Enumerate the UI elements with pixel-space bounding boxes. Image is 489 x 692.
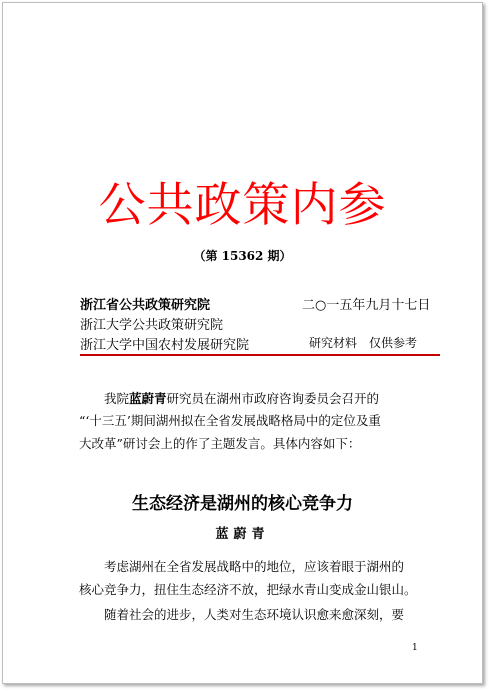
article-title: 生态经济是湖州的核心竞争力 (132, 494, 353, 514)
intro-text-pre: 我院 (104, 391, 130, 406)
reference-note: 研究材料 仅供参考 (309, 336, 418, 350)
intro-text-post: 研究员在湖州市政府咨询委员会召开的 (166, 391, 380, 406)
institution-2: 浙江大学公共政策研究院 (80, 318, 224, 333)
body-text-line: 核心竞争力，扭住生态经济不放，把绿水青山变成金山银山。 (79, 582, 417, 597)
institution-1: 浙江省公共政策研究院 (80, 298, 211, 313)
issue-number: （第 15362 期） (193, 249, 292, 263)
body-text-line: 考虑湖州在全省发展战略中的地位，应该着眼于湖州的 (104, 559, 405, 574)
header-divider (80, 354, 440, 356)
publish-date: 二○一五年九月十七日 (302, 298, 431, 313)
article-author: 蓝蔚青 (215, 527, 270, 542)
researcher-name: 蓝蔚青 (129, 391, 167, 406)
intro-paragraph-line-2: “‘十三五’期间湖州拟在全省发展战略格局中的定位及重 (79, 413, 381, 428)
intro-paragraph-line-3: 大改革”研讨会上的作了主题发言。具体内容如下： (79, 436, 361, 451)
report-banner-title: 公共政策内参 (98, 178, 387, 233)
intro-paragraph-line-1 (79, 389, 439, 409)
body-text-line: 随着社会的进步，人类对生态环境认识愈来愈深刻，要 (104, 607, 405, 622)
institution-3: 浙江大学中国农村发展研究院 (80, 338, 250, 353)
page-number: 1 (412, 643, 418, 653)
document-page (2, 2, 483, 684)
